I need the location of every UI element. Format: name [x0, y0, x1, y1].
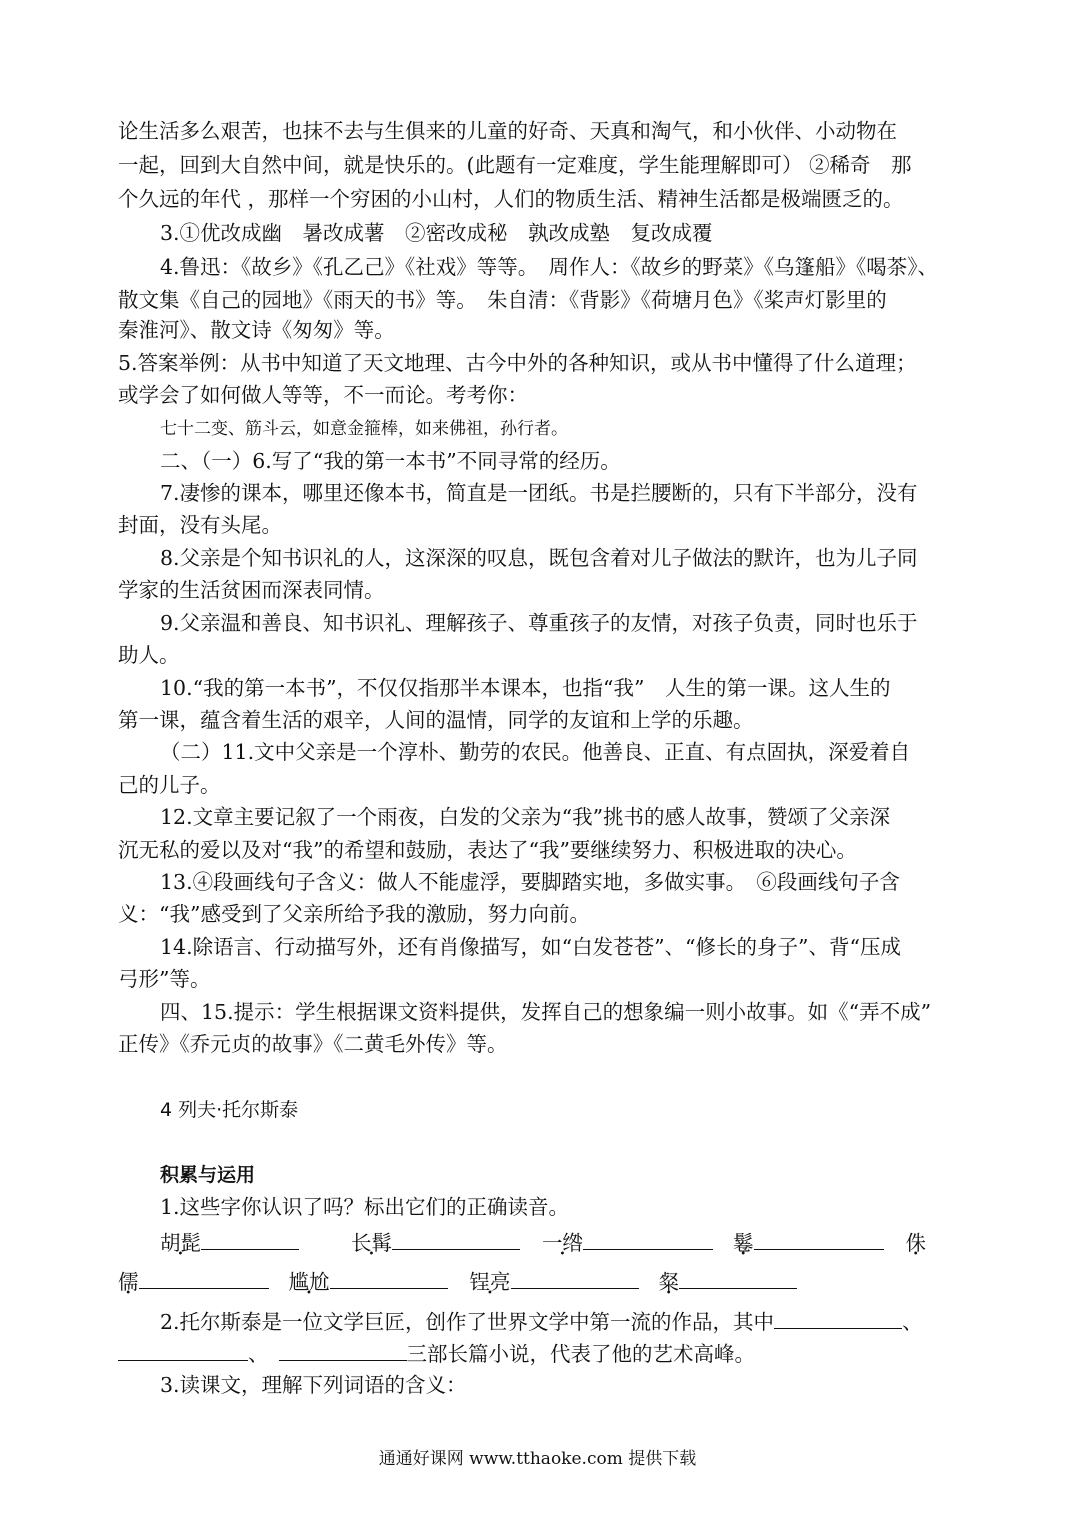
question-2-tail: 三部长篇小说，代表了他的艺术高峰。 — [406, 1342, 755, 1366]
text-line: 助人。 — [118, 643, 180, 667]
char-yiliu: 一绺 — [542, 1231, 583, 1255]
char-zhu: 侏 — [905, 1231, 926, 1255]
text-line: 13.④段画线句子含义：做人不能虚浮，要脚踏实地，多做实事。 ⑥段画线句子含 — [160, 870, 900, 894]
subheading: 积累与运用 — [160, 1164, 256, 1186]
text-line: 10.“我的第一本书”，不仅仅指那半本课本，也指“我” 人生的第一课。这人生的 — [160, 676, 891, 700]
text-line: 弓形”等。 — [118, 967, 211, 991]
text-line: 秦淮河》、散文诗《匆匆》等。 — [118, 318, 395, 342]
text-line: 7.凄惨的课本，哪里还像本书，简直是一团纸。书是拦腰断的，只有下半部分，没有 — [160, 481, 918, 505]
text-line: 5.答案举例：从书中知道了天文地理、古今中外的各种知识，或从书中懂得了什么道理； — [118, 351, 917, 375]
text-line: 8.父亲是个知书识礼的人，这深深的叹息，既包含着对儿子做法的默许，也为儿子同 — [160, 546, 918, 570]
char-can: 粲 — [658, 1270, 679, 1294]
char-row-1 — [160, 1227, 926, 1257]
question-2-text: 2.托尔斯泰是一位文学巨匠，创作了世界文学中第一流的作品，其中 — [160, 1310, 775, 1334]
text-line: 七十二变、筋斗云，如意金箍棒，如来佛祖，孙行者。 — [160, 419, 568, 439]
text-line: （二）11.文中父亲是一个淳朴、勤劳的农民。他善良、正直、有点固执，深爱着自 — [160, 740, 911, 764]
text-line: 个久远的年代 ，那样一个穷困的小山村，人们的物质生活、精神生活都是极端匮乏的。 — [118, 187, 904, 211]
question-3: 3.读课文，理解下列词语的含义： — [160, 1373, 467, 1397]
char-zengliang: 锃亮 — [469, 1270, 511, 1294]
char-row-2 — [118, 1266, 797, 1296]
text-line: 学家的生活贫困而深表同情。 — [118, 578, 385, 602]
text-line: 14.除语言、行动描写外，还有肖像描写，如“白发苍苍”、“修长的身子”、背“压成 — [160, 935, 902, 959]
answer-blank[interactable] — [279, 1338, 407, 1361]
text-line: 二、（一）6.写了“我的第一本书”不同寻常的经历。 — [160, 449, 621, 473]
text-line: 一起，回到大自然中间，就是快乐的。(此题有一定难度，学生能理解即可） ②稀奇 那 — [118, 153, 912, 177]
char-changran: 长髯 — [351, 1231, 392, 1255]
text-line: 12.文章主要记叙了一个雨夜，白发的父亲为“我”挑书的感人故事，赞颂了父亲深 — [160, 805, 891, 829]
page-footer: 通通好课网 www.tthaoke.com 提供下载 — [378, 1449, 697, 1469]
answer-blank[interactable] — [511, 1266, 639, 1289]
text-line: 沉无私的爱以及对“我”的希望和鼓励，表达了“我”要继续努力、积极进取的决心。 — [118, 838, 857, 862]
section-title: 4 列夫·托尔斯泰 — [160, 1099, 299, 1121]
question-1: 1.这些字你认识了吗？标出它们的正确读音。 — [160, 1195, 570, 1219]
answer-blank[interactable] — [201, 1227, 299, 1250]
separator: 、 — [902, 1310, 923, 1334]
char-huzi: 胡髭 — [160, 1231, 201, 1255]
answer-blank[interactable] — [754, 1227, 884, 1250]
text-line: 或学会了如何做人等等，不一而论。考考你： — [118, 383, 528, 407]
text-line: 散文集《自己的园地》《雨天的书》等。 朱自清：《背影》《荷塘月色》《桨声灯影里的 — [118, 288, 887, 312]
text-line: 正传》《乔元贞的故事》《二黄毛外传》等。 — [118, 1032, 508, 1056]
text-line: 义：“我”感受到了父亲所给予我的激励，努力向前。 — [118, 902, 590, 926]
question-2-line-1 — [160, 1306, 923, 1336]
separator: 、 — [248, 1342, 269, 1366]
answer-blank[interactable] — [139, 1266, 269, 1289]
text-line: 己的儿子。 — [118, 773, 221, 797]
text-line: 9.父亲温和善良、知书识礼、理解孩子、尊重孩子的友情，对孩子负责，同时也乐于 — [160, 611, 918, 635]
answer-blank[interactable] — [330, 1266, 448, 1289]
question-2-line-2 — [118, 1338, 755, 1368]
answer-blank[interactable] — [392, 1227, 520, 1250]
text-line: 封面，没有头尾。 — [118, 513, 282, 537]
text-line: 4.鲁迅：《故乡》《孔乙己》《社戏》等等。 周作人：《故乡的野菜》《乌篷船》《喝茶》、 — [160, 255, 939, 279]
text-line: 论生活多么艰苦，也抹不去与生俱来的儿童的好奇、天真和淘气，和小伙伴、小动物在 — [118, 119, 897, 143]
text-line: 第一课，蕴含着生活的艰辛，人间的温情，同学的友谊和上学的乐趣。 — [118, 708, 754, 732]
answer-blank[interactable] — [118, 1338, 248, 1361]
text-line: 3.①优改成幽 暑改成薯 ②密改成秘 孰改成塾 复改成覆 — [160, 221, 713, 245]
answer-blank[interactable] — [774, 1306, 902, 1329]
answer-blank[interactable] — [679, 1266, 797, 1289]
char-quan: 鬈 — [733, 1231, 754, 1255]
char-ganga: 尴尬 — [288, 1270, 330, 1294]
char-ru: 儒 — [118, 1270, 139, 1294]
text-line: 四、15.提示：学生根据课文资料提供，发挥自己的想象编一则小故事。如《“弄不成” — [160, 1000, 932, 1024]
answer-blank[interactable] — [583, 1227, 713, 1250]
